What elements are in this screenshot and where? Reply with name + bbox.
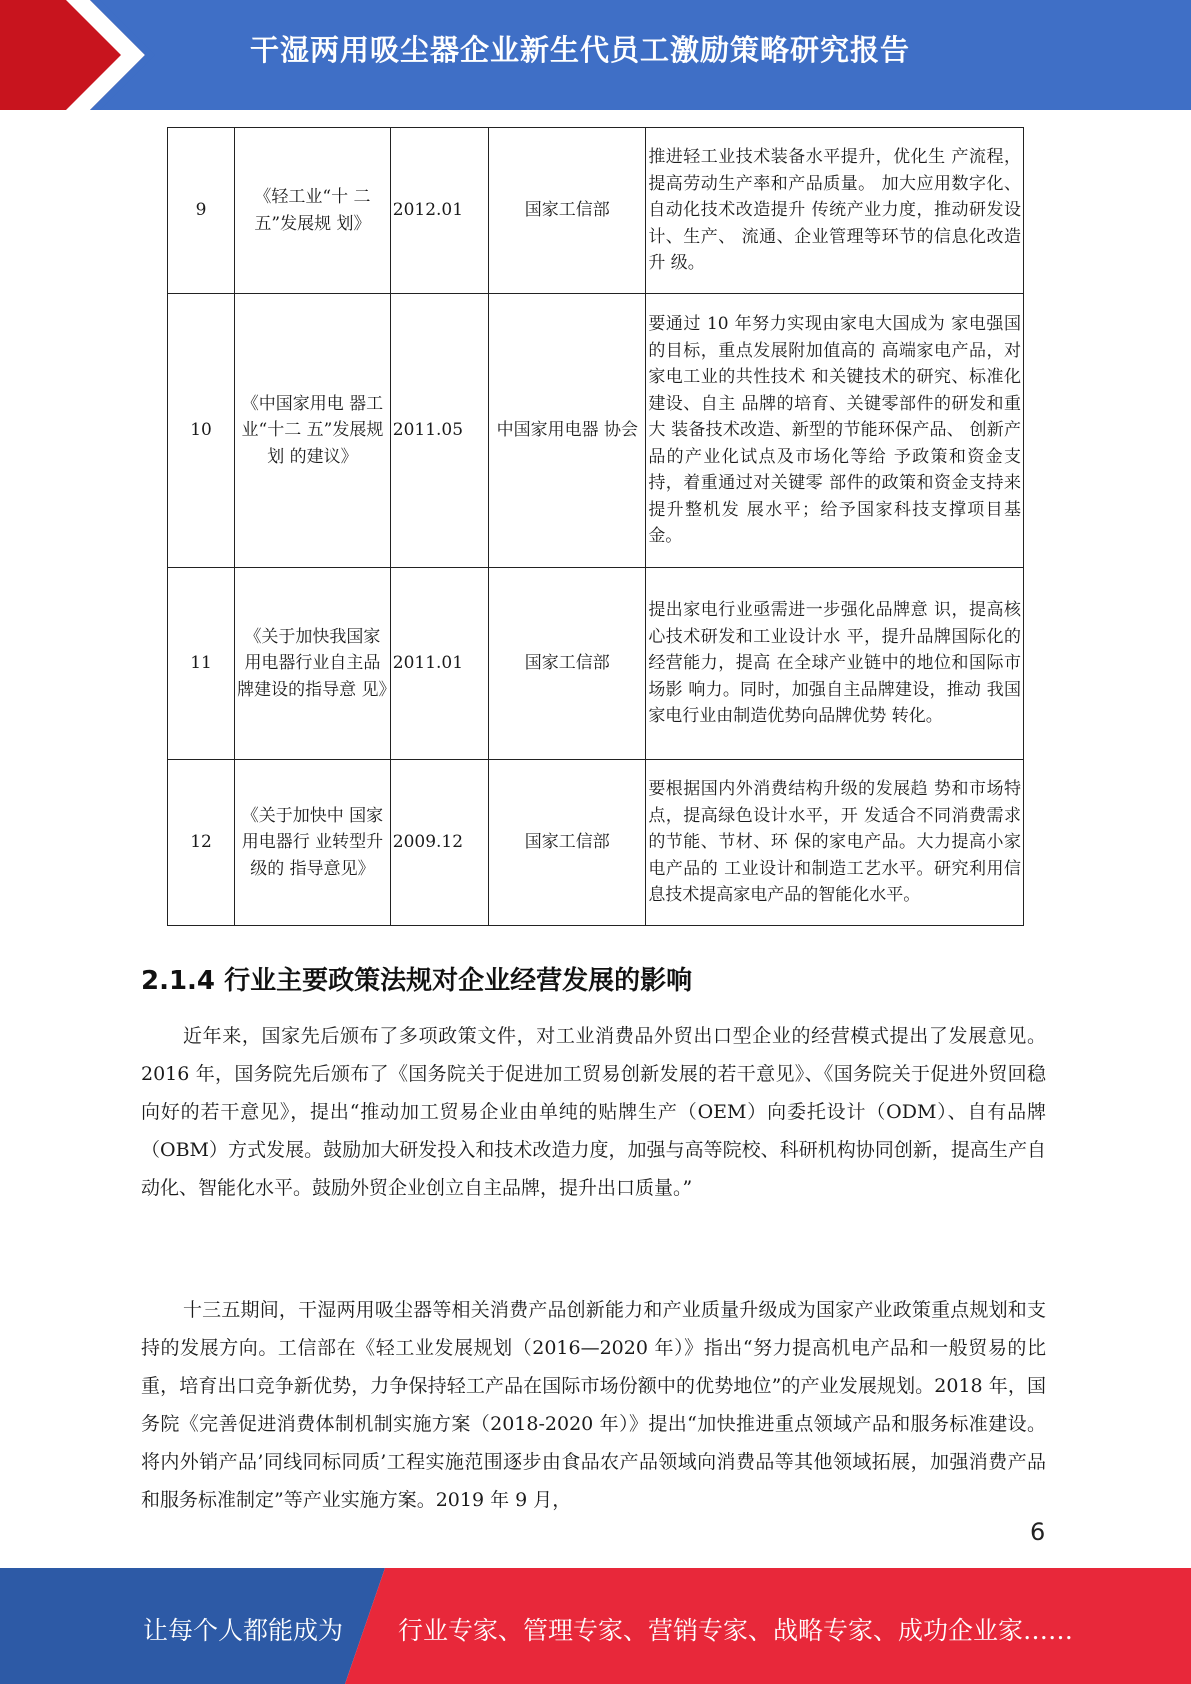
issuing-organization: 国家工信部 [489,568,646,760]
policy-name: 《关于加快中 国家用电器行 业转型升级的 指导意见》 [235,760,391,926]
table-row [168,760,1024,926]
row-number: 10 [168,294,235,568]
policy-description: 提出家电行业亟需进一步强化品牌意 识，提高核心技术研发和工业设计水 平，提升品牌国际化的经营能力，提高 在全球产业链中的地位和国际市场影 响力。同时，加强自主品牌建设，推动 我国家电行业由制造优势向品牌优势 转化。 [646,568,1024,760]
page-number: 6 [1030,1518,1046,1546]
row-number: 9 [168,128,235,294]
policy-name: 《轻工业“十 二五”发展规 划》 [235,128,391,294]
body-paragraph: 十三五期间，干湿两用吸尘器等相关消费产品创新能力和产业质量升级成为国家产业政策重点规划和支持的发展方向。工信部在《轻工业发展规划（2016—2020 年）》指出“努力提高机电产品和一般贸易的比重，培育出口竞争新优势，力争保持轻工产品在国际市场份额中的优势地位”的产业发展规划。2018 年，国务院《完善促进消费体制机制实施方案（2018-2020 年）》提出“加快推进重点领域产品和服务标准建设。将内外销产品’同线同标同质’工程实施范围逐步由食品农产品领域向消费品等其他领域拓展，加强消费产品和服务标准制定”等产业实施方案。2019 年 9 月， [141,1299,1046,1511]
issuing-organization: 国家工信部 [489,128,646,294]
policy-description: 要通过 10 年努力实现由家电大国成为 家电强国的目标，重点发展附加值高的 高端家电产品，对家电工业的共性技术 和关键技术的研究、标准化建设、自主 品牌的培育、关键零部件的研发和重大 装备技术改造、新型的节能环保产品、 创新产品的产业化试点及市场化等给 予政策和资金支持，着重通过对关键零 部件的政策和资金支持来提升整机发 展水平；给予国家科技支撑项目基金。 [646,294,1024,568]
table-row [168,128,1024,294]
issuing-organization: 国家工信部 [489,760,646,926]
row-number: 12 [168,760,235,926]
policy-date: 2012.01 [390,128,488,294]
footer-slogan-left: 让每个人都能成为 [143,1616,344,1645]
page-header [0,0,1191,110]
policy-date: 2011.01 [390,568,488,760]
row-number: 11 [168,568,235,760]
body-paragraph: 近年来，国家先后颁布了多项政策文件，对工业消费品外贸出口型企业的经营模式提出了发展意见。2016 年，国务院先后颁布了《国务院关于促进加工贸易创新发展的若干意见》、《国务院关于促进外贸回稳向好的若干意见》，提出“推动加工贸易企业由单纯的贴牌生产（OEM）向委托设计（ODM）、自有品牌（OBM）方式发展。鼓励加大研发投入和技术改造力度，加强与高等院校、科研机构协同创新，提高生产自动化、智能化水平。鼓励外贸企业创立自主品牌，提升出口质量。” [141,1025,1046,1199]
policy-date: 2011.05 [390,294,488,568]
report-title: 干湿两用吸尘器企业新生代员工激励策略研究报告 [250,33,911,67]
section-heading: 2.1.4 行业主要政策法规对企业经营发展的影响 [141,966,693,996]
header-red-arrow-decoration [0,0,160,110]
policy-name: 《关于加快我国家用电器行业自主品牌建设的指导意 见》 [235,568,391,760]
table-row [168,568,1024,760]
policy-date: 2009.12 [390,760,488,926]
page-footer [0,1568,1191,1684]
footer-slogan-right: 行业专家、管理专家、营销专家、战略专家、成功企业家…… [398,1616,1074,1645]
table-row [168,294,1024,568]
policy-table [167,127,1024,926]
policy-description: 要根据国内外消费结构升级的发展趋 势和市场特点，提高绿色设计水平，开 发适合不同消费需求的节能、节材、环 保的家电产品。大力提高小家电产品的 工业设计和制造工艺水平。研究利用信 息技术提高家电产品的智能化水平。 [646,760,1024,926]
policy-description: 推进轻工业技术装备水平提升，优化生 产流程，提高劳动生产率和产品质量。 加大应用数字化、自动化技术改造提升 传统产业力度，推动研发设计、生产、 流通、企业管理等环节的信息化改造升 级。 [646,128,1024,294]
policy-name: 《中国家用电 器工业“十二 五”发展规划 的建议》 [235,294,391,568]
issuing-organization: 中国家用电器 协会 [489,294,646,568]
